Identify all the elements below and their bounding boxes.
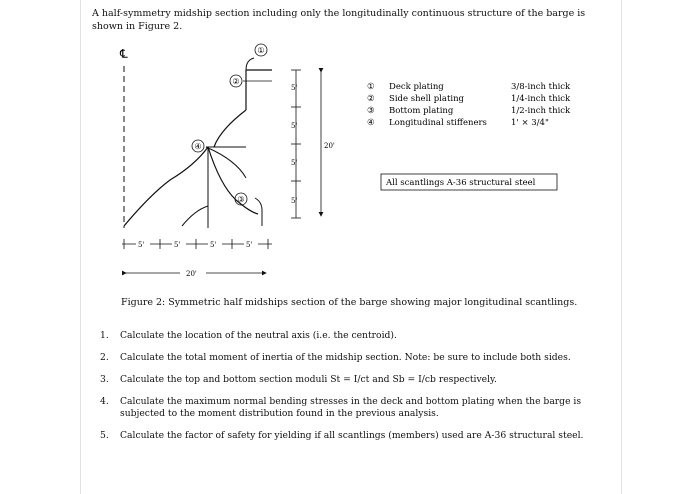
- question-item: 1. Calculate the location of the neutral axis (i.e. the centroid).: [100, 330, 397, 341]
- legend-1-spec: 3/8-inch thick: [511, 82, 571, 92]
- legend-1-id: ①: [367, 82, 375, 92]
- hdim-5-3: 5': [210, 241, 217, 249]
- problem-intro: A half-symmetry midship section including only the longitudinally continuous structure of the barge is shown in Figure 2.: [92, 8, 586, 32]
- member-3-label: ③: [237, 195, 245, 204]
- legend-2-id: ②: [367, 94, 375, 104]
- material-text: All scantlings A-36 structural steel: [386, 178, 536, 188]
- legend-3-id: ③: [367, 106, 375, 116]
- stiffener-curve: [206, 147, 246, 178]
- bilge-upper: [214, 110, 246, 147]
- hdim-5-2: 5': [174, 241, 181, 249]
- bottom-inner-curve: [182, 206, 208, 226]
- question-item: 5. Calculate the factor of safety for yielding if all scantlings (members) used are A-36 structural steel.: [100, 430, 584, 441]
- member-4-label: ④: [194, 142, 202, 151]
- hdim-5-4: 5': [246, 241, 253, 249]
- bottom-bracket: [255, 198, 262, 226]
- member-2-label: ②: [232, 77, 240, 86]
- vdim-5-4: 5': [291, 197, 298, 205]
- legend: [367, 82, 571, 128]
- hdim-5-1: 5': [138, 241, 145, 249]
- question-list: [100, 330, 605, 452]
- question-item: 4. Calculate the maximum normal bending stresses in the deck and bottom plating when the barge is subjected to the moment distribution found in the previous analysis.: [100, 396, 582, 419]
- legend-3-name: Bottom plating: [389, 106, 454, 116]
- bottom-curve-left: [124, 147, 208, 226]
- deck-pointer: [246, 58, 254, 70]
- legend-4-name: Longitudinal stiffeners: [389, 118, 487, 128]
- legend-4-spec: 1' × 3/4": [511, 118, 549, 128]
- legend-2-name: Side shell plating: [389, 94, 464, 104]
- hdim-20: 20': [186, 270, 197, 278]
- centerline-symbol: ℄: [120, 47, 128, 61]
- vdim-5-3: 5': [291, 159, 298, 167]
- legend-1-name: Deck plating: [389, 82, 444, 92]
- legend-3-spec: 1/2-inch thick: [511, 106, 571, 116]
- vdim-20: 20': [324, 142, 335, 150]
- member-1-label: ①: [257, 46, 265, 55]
- legend-4-id: ④: [367, 118, 375, 128]
- question-item: 2. Calculate the total moment of inertia of the midship section. Note: be sure to include both sides.: [100, 352, 571, 363]
- vdim-5-2: 5': [291, 122, 298, 130]
- figure-caption: Figure 2: Symmetric half midships section of the barge showing major longitudinal scantlings.: [121, 297, 578, 308]
- question-item: 3. Calculate the top and bottom section moduli St = I/ct and Sb = I/cb respectively.: [100, 374, 497, 385]
- legend-2-spec: 1/4-inch thick: [511, 94, 571, 104]
- bottom-curve-right: [208, 147, 258, 214]
- vdim-5-1: 5': [291, 84, 298, 92]
